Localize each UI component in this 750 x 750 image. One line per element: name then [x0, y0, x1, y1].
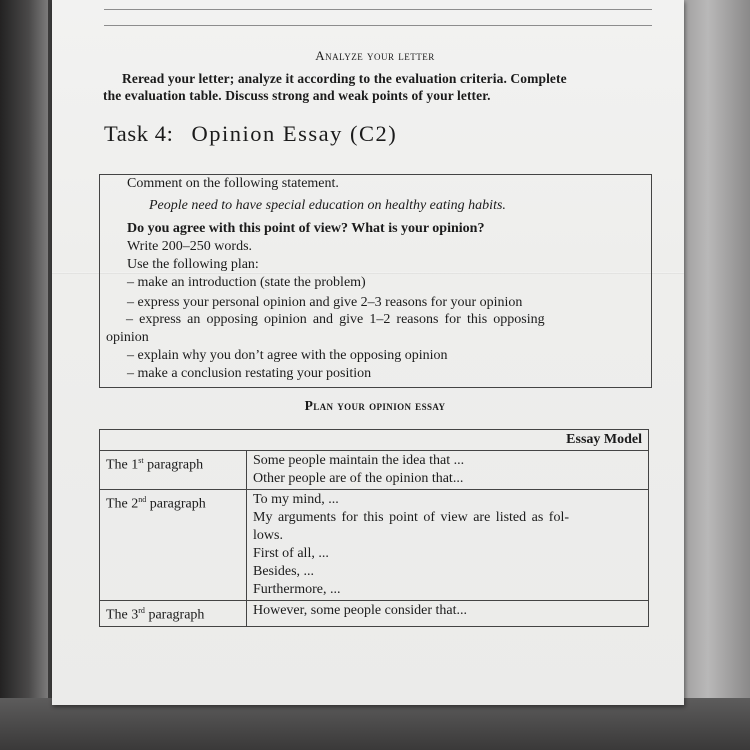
box-plan-item: – make an introduction (state the problem) — [127, 275, 366, 290]
row-content: Some people maintain the idea that ... Other people are of the opinion that... — [247, 451, 649, 490]
analyze-paragraph-line-2: the evaluation table. Discuss strong and weak points of your letter. — [103, 88, 491, 103]
background-bottom — [0, 698, 750, 750]
analyze-paragraph-line-1: Reread your letter; analyze it according to the evaluation criteria. Complete — [122, 71, 567, 86]
box-plan-item: – make a conclusion restating your position — [127, 366, 372, 381]
box-statement: People need to have special education on healthy eating habits. — [149, 198, 506, 213]
box-plan-item: – express an opposing opinion and give 1–2 reasons for this opposing — [126, 312, 545, 327]
table-header-row — [100, 430, 649, 451]
task-label: Task 4: — [104, 121, 174, 146]
analyze-heading: Analyze your letter — [315, 48, 435, 63]
answer-line — [104, 25, 652, 26]
box-use-plan: Use the following plan: — [127, 257, 259, 272]
task-title — [104, 121, 397, 147]
table-row — [100, 451, 649, 490]
row-content: To my mind, ... My arguments for this point of view are listed as fol- lows. First of all, ... Besides, ... Furthermore, ... — [247, 490, 649, 601]
table-row — [100, 601, 649, 627]
table-header: Essay Model — [100, 430, 649, 451]
background-left — [0, 0, 48, 750]
box-plan-item-continued: opinion — [106, 330, 149, 345]
row-label: The 3rd paragraph — [100, 601, 247, 627]
row-label: The 2nd paragraph — [100, 490, 247, 601]
background-right — [680, 0, 750, 750]
box-plan-item: – express your personal opinion and give 2–3 reasons for your opinion — [127, 295, 523, 310]
essay-model-table — [99, 429, 649, 627]
task-name: Opinion Essay (C2) — [191, 121, 398, 146]
row-content: However, some people consider that... — [247, 601, 649, 627]
table-row — [100, 490, 649, 601]
plan-heading: Plan your opinion essay — [304, 398, 446, 413]
box-question: Do you agree with this point of view? What is your opinion? — [127, 221, 485, 236]
box-plan-item: – explain why you don’t agree with the opposing opinion — [127, 348, 448, 363]
row-label: The 1st paragraph — [100, 451, 247, 490]
box-word-count: Write 200–250 words. — [127, 239, 253, 254]
box-comment: Comment on the following statement. — [127, 176, 339, 191]
answer-line — [104, 9, 652, 10]
